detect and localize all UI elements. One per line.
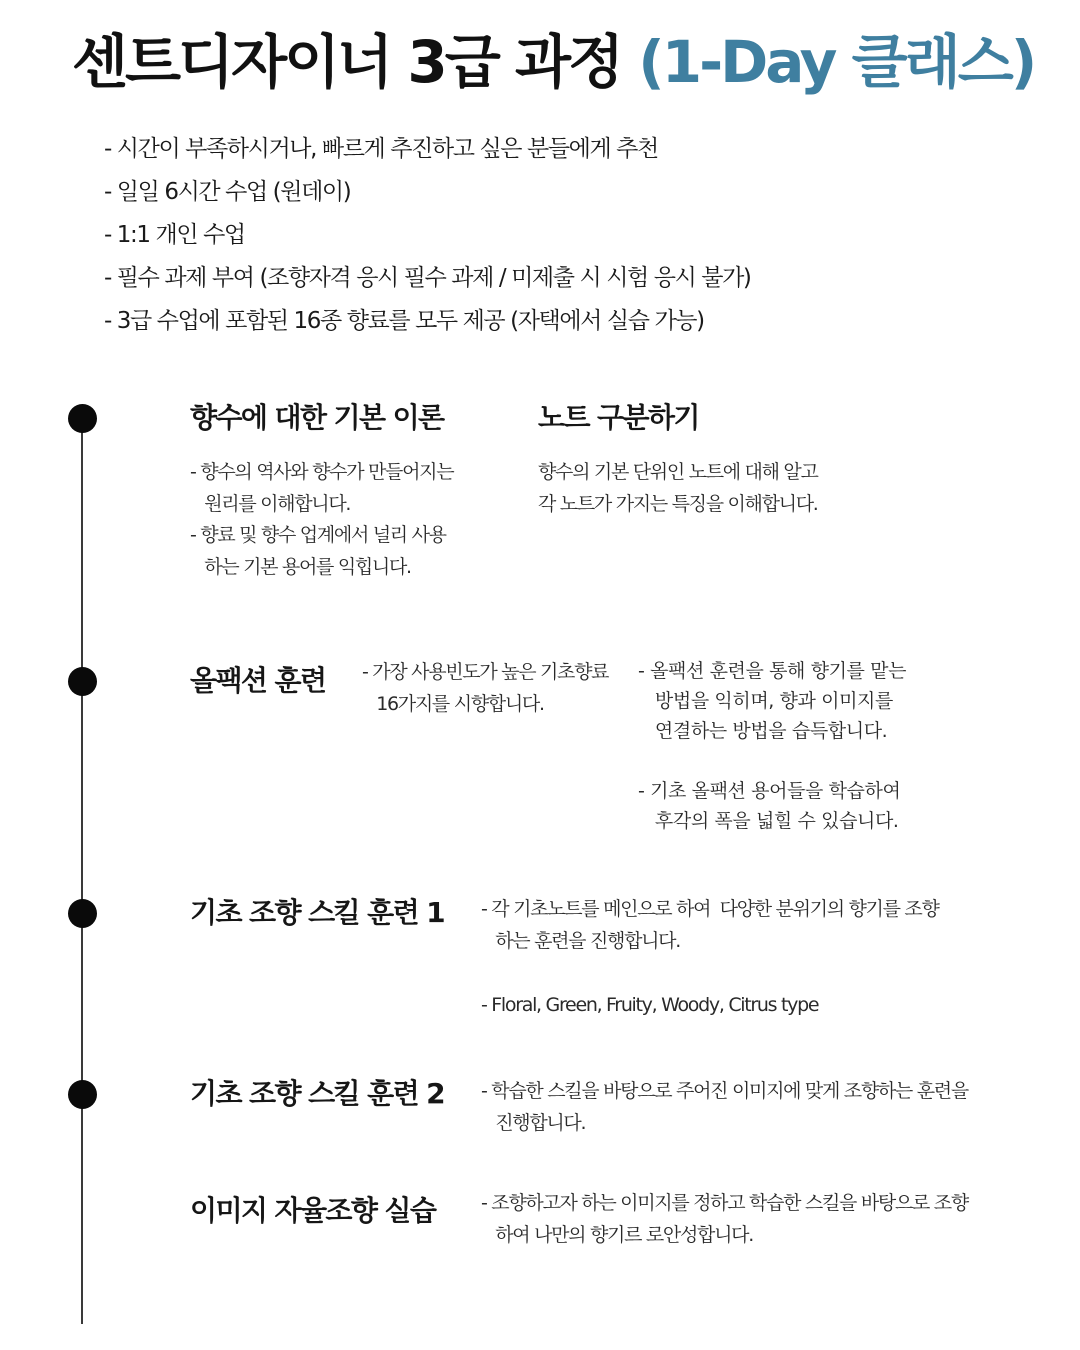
timeline-line (81, 418, 83, 1324)
module-olfaction-text-c: - 기초 올팩션 용어들을 학습하여 후각의 폭을 넓힐 수 있습니다. (638, 780, 901, 832)
title-main: 센트디자이너 3급 과정 (72, 28, 621, 96)
summary-item: - 시간이 부족하시거나, 빠르게 추진하고 싶은 분들에게 추천 (104, 136, 658, 162)
timeline-dot (68, 899, 97, 928)
page-title (72, 22, 1034, 102)
module-theory-title: 향수에 대한 기본 이론 (190, 401, 444, 434)
title-accent: (1-Day 클래스) (638, 28, 1035, 96)
summary-item: - 일일 6시간 수업 (원데이) (104, 179, 351, 205)
timeline-dot (68, 404, 97, 433)
module-olfaction-text-a: - 가장 사용빈도가 높은 기초향료 16가지를 시향합니다. (362, 661, 609, 715)
module-olfaction-title: 올팩션 훈련 (190, 664, 326, 697)
module-skill2-text: - 학습한 스킬을 바탕으로 주어진 이미지에 맞게 조향하는 훈련을 진행합니다. (481, 1080, 968, 1134)
summary-item: - 필수 과제 부여 (조향자격 응시 필수 과제 / 미제출 시 시험 응시 불가) (104, 265, 751, 291)
module-skill2-title: 기초 조향 스킬 훈련 2 (190, 1077, 445, 1110)
summary-item: - 3급 수업에 포함된 16종 향료를 모두 제공 (자택에서 실습 가능) (104, 308, 704, 334)
module-notes-title: 노트 구분하기 (538, 401, 699, 434)
summary-item: - 1:1 개인 수업 (104, 222, 245, 248)
course-summary-list (104, 128, 751, 343)
module-free-title: 이미지 자율조향 실습 (190, 1194, 436, 1227)
module-free-text: - 조향하고자 하는 이미지를 정하고 학습한 스킬을 바탕으로 조향 하여 나만의 향기르 로안성합니다. (481, 1192, 968, 1246)
timeline-dot (68, 1080, 97, 1109)
timeline-dot (68, 667, 97, 696)
module-olfaction-text-b: - 올팩션 훈련을 통해 향기를 맡는 방법을 익히며, 향과 이미지를 연결하는 방법을 습득합니다. (638, 660, 907, 742)
module-theory-text: - 향수의 역사와 향수가 만들어지는 원리를 이해합니다. - 향료 및 향수 업계에서 널리 사용 하는 기본 용어를 익힙니다. (190, 461, 454, 578)
module-skill1-text-b: - Floral, Green, Fruity, Woody, Citrus type (481, 994, 819, 1016)
module-skill1-title: 기초 조향 스킬 훈련 1 (190, 896, 445, 929)
module-notes-text: 향수의 기본 단위인 노트에 대해 알고 각 노트가 가지는 특징을 이해합니다. (538, 461, 818, 515)
module-skill1-text-a: - 각 기초노트를 메인으로 하여 다양한 분위기의 향기를 조향 하는 훈련을 진행합니다. (481, 898, 939, 952)
